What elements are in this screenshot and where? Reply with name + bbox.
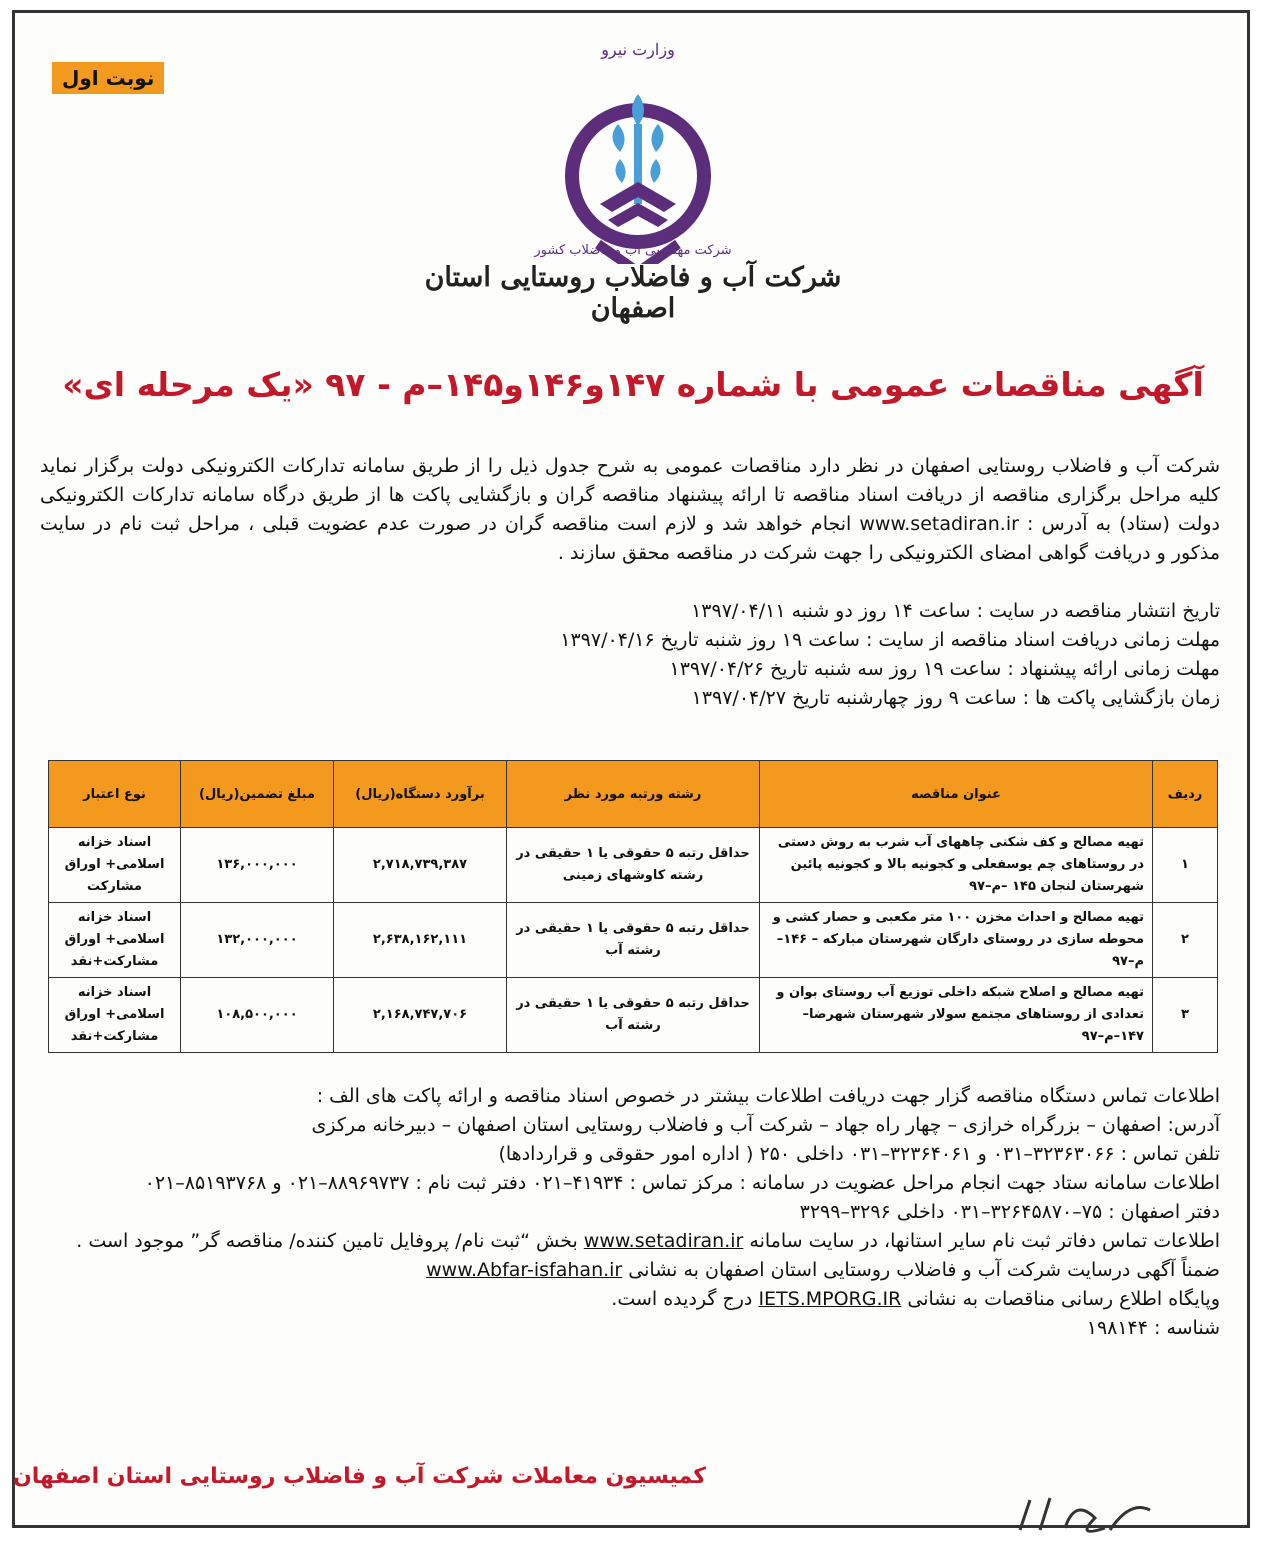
notice-title: آگهی مناقصات عمومی با شماره ۱۴۷و۱۴۶و۱۴۵–م - ۹۷ «یک مرحله ای» (62, 365, 1204, 404)
site-pre: ضمناً آگهی درسایت شرکت آب و فاضلاب روستایی استان اصفهان به نشانی (628, 1259, 1220, 1281)
col-estimate: برآورد دستگاه(ریال) (334, 761, 507, 828)
table-row (49, 828, 1218, 903)
handwritten-mark-icon (1010, 1490, 1160, 1538)
contact-phone: تلفن تماس : ۳۲۳۶۳۰۶۶–۰۳۱ و ۳۲۳۶۴۰۶۱–۰۳۱ داخلی ۲۵۰ ( اداره امور حقوقی و قراردادها) (498, 1143, 1220, 1165)
row-deposit: ۱۳۲,۰۰۰,۰۰۰ (181, 903, 334, 978)
row-title: تهیه مصالح و احداث مخزن ۱۰۰ متر مکعبی و حصار کشی و محوطه سازی در روستای دارگان شهرستان مبارکه – ۱۴۶–م–۹۷ (760, 903, 1153, 978)
col-field: رشته ورتبه مورد نظر (507, 761, 760, 828)
offices-post: بخش “ثبت نام/ پروفایل تامین کننده/ مناقصه گر” موجود است . (76, 1230, 578, 1252)
table-row (49, 978, 1218, 1053)
footer-signature: کمیسیون معاملات شرکت آب و فاضلاب روستایی استان اصفهان (12, 1464, 706, 1489)
row-no: ۳ (1153, 978, 1218, 1053)
row-title: تهیه مصالح و کف شکنی چاههای آب شرب به روش دستی در روستاهای چم یوسفعلی و کجونیه بالا و کجونیه پائین شهرستان لنجان ۱۴۵ –م–۹۷ (760, 828, 1153, 903)
row-deposit: ۱۰۸,۵۰۰,۰۰۰ (181, 978, 334, 1053)
table-row (49, 903, 1218, 978)
bid-deadline: مهلت زمانی ارائه پیشنهاد : ساعت ۱۹ روز سه شنبه تاریخ ۱۳۹۷/۰۴/۲۶ (669, 658, 1220, 680)
contact-heading: اطلاعات تماس دستگاه مناقصه گزار جهت دریافت اطلاعات بیشتر در خصوص اسناد مناقصه و ارائه پاکت های الف : (316, 1085, 1220, 1107)
row-deposit: ۱۳۶,۰۰۰,۰۰۰ (181, 828, 334, 903)
table-header-row (49, 761, 1218, 828)
contact-address: آدرس: اصفهان – بزرگراه خرازی – چهار راه جهاد – شرکت آب و فاضلاب روستایی استان اصفهان – دبیرخانه مرکزی (311, 1114, 1220, 1136)
issue-badge: نوبت اول (52, 62, 164, 94)
iets-link[interactable]: IETS.MPORG.IR (758, 1288, 902, 1310)
parent-company-label: شرکت مهندسی آب و فاضلاب کشور (534, 243, 732, 258)
dates-block (40, 597, 1220, 713)
row-field: حداقل رتبه ۵ حقوقی یا ۱ حقیقی در رشته کاوشهای زمینی (507, 828, 760, 903)
site-info (40, 1256, 1220, 1285)
row-estimate: ۲,۷۱۸,۷۳۹,۳۸۷ (334, 828, 507, 903)
row-no: ۱ (1153, 828, 1218, 903)
opening-date: زمان بازگشایی پاکت ها : ساعت ۹ روز چهارشنبه تاریخ ۱۳۹۷/۰۴/۲۷ (691, 687, 1220, 709)
intro-paragraph: شرکت آب و فاضلاب روستایی اصفهان در نظر دارد مناقصات عمومی به شرح جدول ذیل را از طریق سامانه تدارکات الکترونیکی دولت برگزار نماید کلیه مراحل برگزاری مناقصه از دریافت اسناد مناقصه تا ارائه پیشنهاد مناقصه گران و بازگشایی پاکت ها از طریق درگاه سامانه تدارکات الکترونیکی دولت (ستاد) به آدرس : www.setadiran.ir انجام خواهد شد و لازم است مناقصه گران در صورت عدم عضویت قبلی ، مراحل ثبت نام در سایت مذکور و دریافت گواهی امضای الکترونیکی را جهت شرکت در مناقصه محقق سازند . (40, 455, 1220, 564)
logo-emblem-icon (528, 64, 748, 264)
abfar-link[interactable]: www.Abfar-isfahan.ir (426, 1259, 623, 1281)
ministry-label: وزارت نیرو (601, 40, 675, 59)
publish-date: تاریخ انتشار مناقصه در سایت : ساعت ۱۴ روز دو شنبه ۱۳۹۷/۰۴/۱۱ (691, 600, 1220, 622)
offices-pre: اطلاعات تماس دفاتر ثبت نام سایر استانها، در سایت سامانه (749, 1230, 1220, 1252)
isfahan-office: دفتر اصفهان : ۷۵–۳۲۶۴۵۸۷۰–۰۳۱ داخلی ۳۲۹۶–۳۲۹۹ (799, 1201, 1220, 1223)
portal-post: درج گردیده است. (611, 1288, 753, 1310)
col-no: ردیف (1153, 761, 1218, 828)
portal-info (40, 1285, 1220, 1314)
row-title: تهیه مصالح و اصلاح شبکه داخلی توزیع آب روستای بوان و تعدادی از روستاهای مجتمع سولار شهرستان شهرضا– ۱۴۷–م–۹۷ (760, 978, 1153, 1053)
row-funding: اسناد خزانه اسلامی+ اوراق مشارکت (49, 828, 181, 903)
portal-pre: وپایگاه اطلاع رسانی مناقصات به نشانی (907, 1288, 1220, 1310)
row-field: حداقل رتبه ۵ حقوقی یا ۱ حقیقی در رشته آب (507, 903, 760, 978)
contact-block (40, 1082, 1220, 1343)
row-field: حداقل رتبه ۵ حقوقی یا ۱ حقیقی در رشته آب (507, 978, 760, 1053)
company-name: شرکت آب و فاضلاب روستایی استان اصفهان (424, 262, 842, 324)
row-funding: اسناد خزانه اسلامی+ اوراق مشارکت+نقد (49, 978, 181, 1053)
docs-deadline: مهلت زمانی دریافت اسناد مناقصه از سایت : ساعت ۱۹ روز شنبه تاریخ ۱۳۹۷/۰۴/۱۶ (560, 629, 1220, 651)
offices-info (40, 1227, 1220, 1256)
row-estimate: ۲,۶۳۸,۱۶۲,۱۱۱ (334, 903, 507, 978)
row-estimate: ۲,۱۶۸,۷۴۷,۷۰۶ (334, 978, 507, 1053)
setad-info: اطلاعات سامانه ستاد جهت انجام مراحل عضویت در سامانه : مرکز تماس : ۴۱۹۳۴–۰۲۱ دفتر ثبت نام : ۸۸۹۶۹۷۳۷–۰۲۱ و ۸۵۱۹۳۷۶۸–۰۲۱ (144, 1172, 1220, 1194)
row-funding: اسناد خزانه اسلامی+ اوراق مشارکت+نقد (49, 903, 181, 978)
col-deposit: مبلغ تضمین(ریال) (181, 761, 334, 828)
col-funding: نوع اعتبار (49, 761, 181, 828)
row-no: ۲ (1153, 903, 1218, 978)
col-title: عنوان مناقصه (760, 761, 1153, 828)
reference-id: شناسه : ۱۹۸۱۴۴ (1086, 1317, 1220, 1339)
tender-table (48, 760, 1218, 1053)
setad-link[interactable]: www.setadiran.ir (583, 1230, 744, 1252)
